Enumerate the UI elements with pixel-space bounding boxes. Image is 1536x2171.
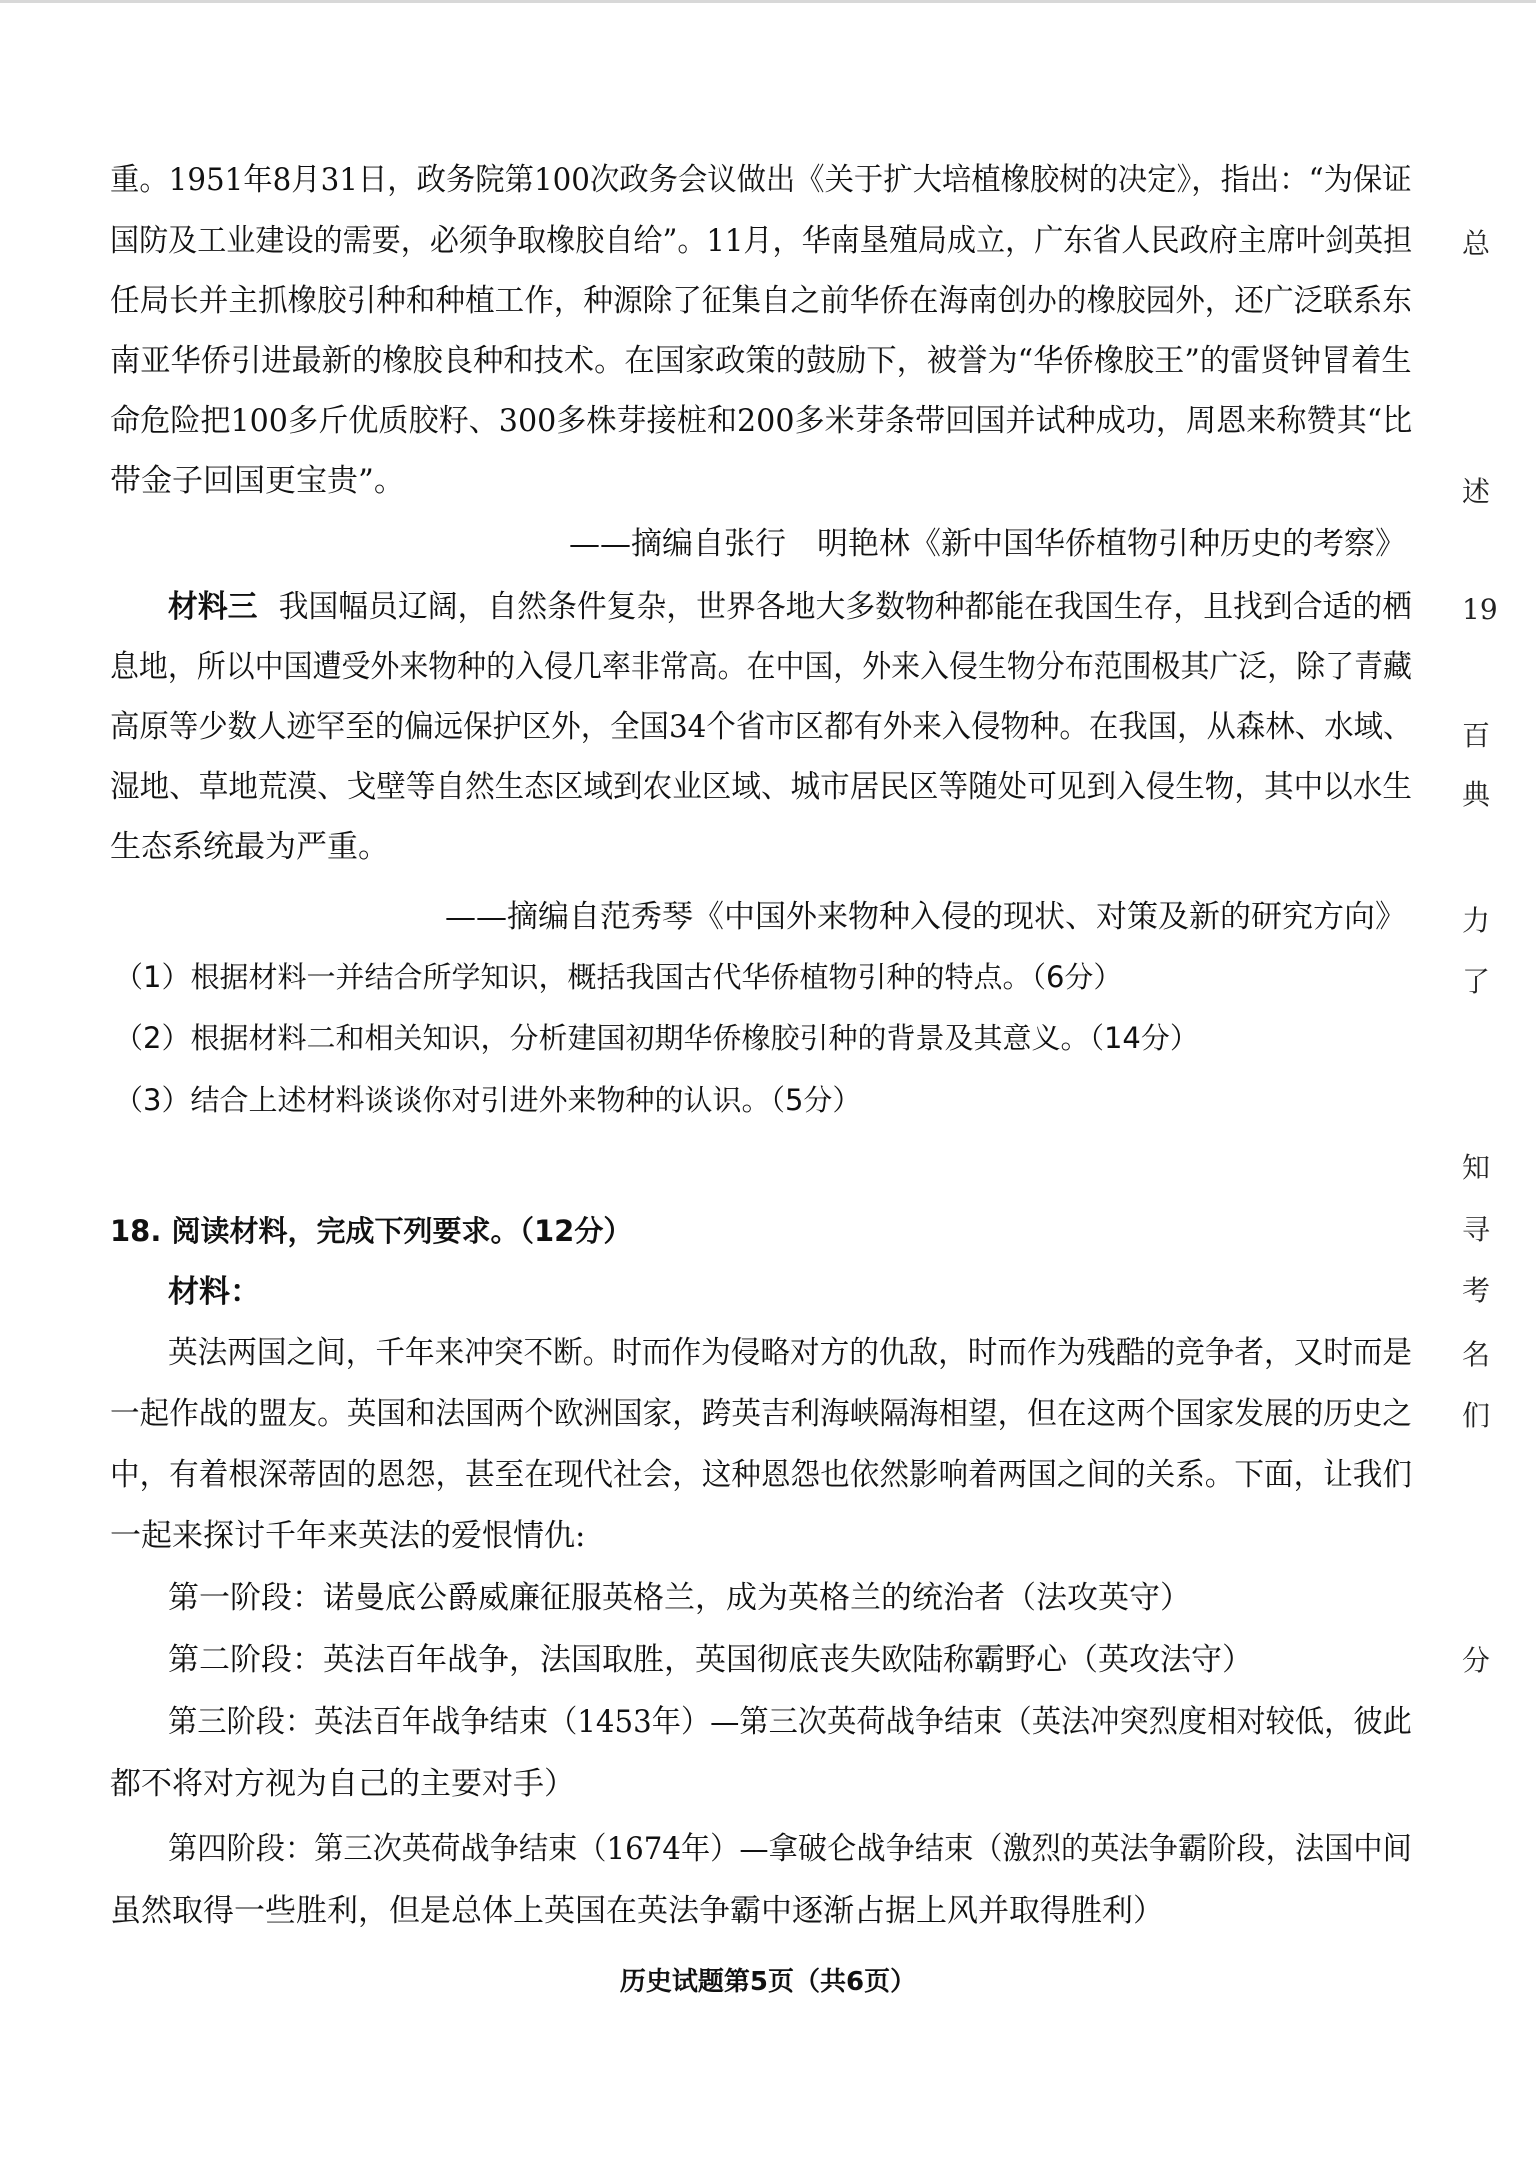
- material3-line: 我国幅员辽阔，自然条件复杂，世界各地大多数物种都能在我国生存，且找到合适的栖: [278, 589, 1412, 625]
- q18-stage-3-cont: 都不将对方视为自己的主要对手）: [110, 1766, 575, 1802]
- margin-fragment: 力: [1462, 904, 1491, 937]
- question-18-title: 18. 阅读材料，完成下列要求。（12分）: [110, 1214, 633, 1248]
- material3-line: 生态系统最为严重。: [110, 829, 389, 865]
- margin-fragment: 了: [1462, 965, 1491, 998]
- q18-material-label: 材料：: [168, 1274, 261, 1310]
- margin-fragment: 知: [1462, 1151, 1491, 1184]
- margin-fragment: 寻: [1462, 1213, 1491, 1246]
- page-footer: 历史试题第5页（共6页）: [619, 1967, 917, 1997]
- material3-source: ——摘编自范秀琴《中国外来物种入侵的现状、对策及新的研究方向》: [445, 899, 1406, 935]
- material2-line: 命危险把100多斤优质胶籽、300多株芽接桩和200多米芽条带回国并试种成功，周恩来称赞其“比: [110, 403, 1413, 439]
- margin-fragment: 述: [1462, 475, 1491, 508]
- margin-fragment: 总: [1462, 227, 1491, 260]
- q18-stage-4: 第四阶段：第三次英荷战争结束（1674年）—拿破仑战争结束（激烈的英法争霸阶段，法国中间: [168, 1831, 1412, 1867]
- question-17-3: （3）结合上述材料谈谈你对引进外来物种的认识。（5分）: [114, 1083, 862, 1117]
- material2-line: 重。1951年8月31日，政务院第100次政务会议做出《关于扩大培植橡胶树的决定》，指出：“为保证: [110, 162, 1412, 198]
- material3-line: 湿地、草地荒漠、戈壁等自然生态区域到农业区域、城市居民区等随处可见到入侵生物，其中以水生: [110, 769, 1412, 805]
- material2-line: 国防及工业建设的需要，必须争取橡胶自给”。11月，华南垦殖局成立，广东省人民政府主席叶剑英担: [110, 223, 1413, 259]
- margin-fragment: 分: [1462, 1644, 1491, 1677]
- margin-fragment: 考: [1462, 1274, 1491, 1307]
- question-17-2: （2）根据材料二和相关知识，分析建国初期华侨橡胶引种的背景及其意义。（14分）: [114, 1021, 1199, 1055]
- q18-stage-4-cont: 虽然取得一些胜利，但是总体上英国在英法争霸中逐渐占据上风并取得胜利）: [110, 1893, 1164, 1929]
- material2-line: 带金子回国更宝贵”。: [110, 463, 405, 499]
- q18-intro-line: 英法两国之间，千年来冲突不断。时而作为侵略对方的仇敌，时而作为残酷的竞争者，又时而是: [168, 1335, 1413, 1371]
- material3-line: 高原等少数人迹罕至的偏远保护区外，全国34个省市区都有外来入侵物种。在我国，从森林、水域、: [110, 709, 1413, 745]
- scan-edge: [0, 0, 1536, 3]
- material2-line: 南亚华侨引进最新的橡胶良种和技术。在国家政策的鼓励下，被誉为“华侨橡胶王”的雷贤钟冒着生: [110, 343, 1412, 379]
- question-17-1: （1）根据材料一并结合所学知识，概括我国古代华侨植物引种的特点。（6分）: [114, 960, 1123, 994]
- material3-label: 材料三: [168, 589, 258, 625]
- margin-fragment: 百: [1462, 719, 1491, 752]
- q18-intro-line: 一起作战的盟友。英国和法国两个欧洲国家，跨英吉利海峡隔海相望，但在这两个国家发展的历史之: [110, 1396, 1412, 1432]
- margin-fragment: 典: [1462, 778, 1491, 811]
- margin-fragment: 们: [1462, 1399, 1491, 1432]
- q18-stage-3: 第三阶段：英法百年战争结束（1453年）—第三次英荷战争结束（英法冲突烈度相对较低，彼此: [168, 1704, 1412, 1740]
- q18-intro-line: 中，有着根深蒂固的恩怨，甚至在现代社会，这种恩怨也依然影响着两国之间的关系。下面，让我们: [110, 1457, 1412, 1493]
- margin-fragment: 19: [1462, 593, 1498, 626]
- margin-fragment: 名: [1462, 1338, 1491, 1371]
- q18-stage-1: 第一阶段：诺曼底公爵威廉征服英格兰，成为英格兰的统治者（法攻英守）: [168, 1580, 1191, 1616]
- material3-line: 息地，所以中国遭受外来物种的入侵几率非常高。在中国，外来入侵生物分布范围极其广泛，除了青藏: [110, 649, 1412, 685]
- q18-intro-line: 一起来探讨千年来英法的爱恨情仇:: [110, 1518, 586, 1554]
- material2-source: ——摘编自张行 明艳林《新中国华侨植物引种历史的考察》: [569, 526, 1406, 562]
- q18-stage-2: 第二阶段：英法百年战争，法国取胜，英国彻底丧失欧陆称霸野心（英攻法守）: [168, 1642, 1253, 1678]
- material2-line: 任局长并主抓橡胶引种和种植工作，种源除了征集自之前华侨在海南创办的橡胶园外，还广泛联系东: [110, 283, 1412, 319]
